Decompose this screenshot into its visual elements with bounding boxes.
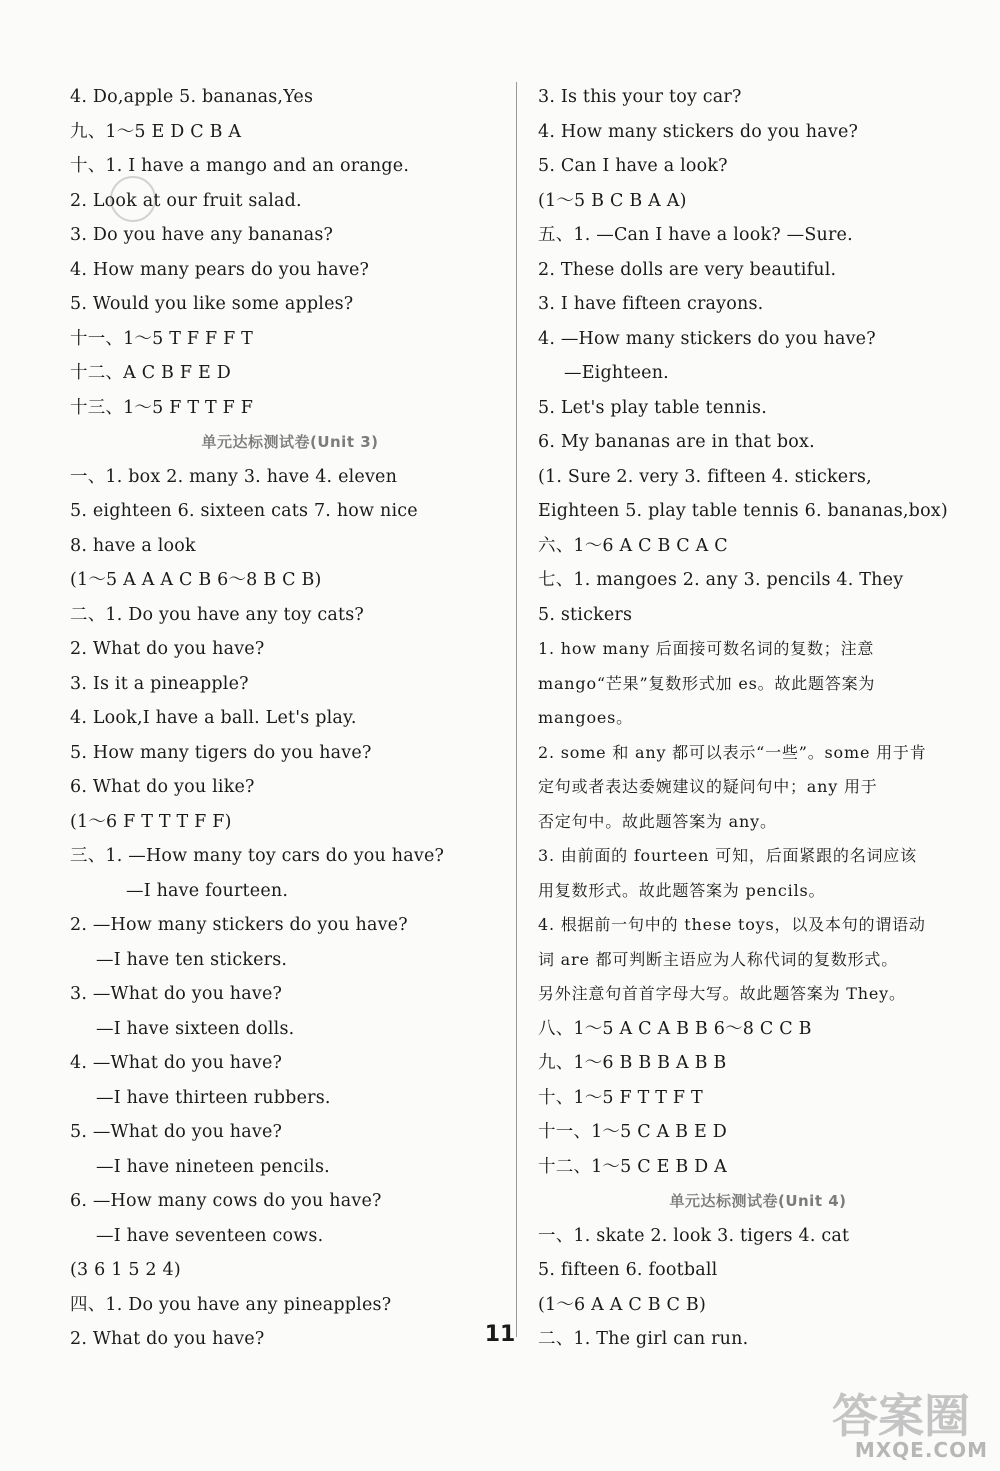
answer-line: 4. Look,I have a ball. Let's play. [70, 708, 357, 728]
answer-line: 3. —What do you have? [70, 984, 283, 1004]
answer-line: 6. My bananas are in that box. [538, 432, 815, 452]
answer-line: 二、1. Do you have any toy cats? [70, 604, 364, 625]
answer-line: 2. What do you have? [70, 639, 265, 659]
answer-line: —Eighteen. [564, 363, 669, 383]
answer-line: 六、1～6 A C B C A C [538, 535, 728, 556]
section-heading: 单元达标测试卷(Unit 3) [201, 433, 379, 451]
answer-line: 5. How many tigers do you have? [70, 742, 372, 763]
answer-line: 4. 根据前一句中的 these toys，以及本句的谓语动 [538, 915, 926, 934]
answer-line: —I have fourteen. [126, 880, 289, 901]
answer-line: 4. Do,apple 5. bananas,Yes [70, 87, 314, 107]
answer-line: 定句或者表达委婉建议的疑问句中；any 用于 [538, 777, 878, 796]
answer-line: 九、1～5 E D C B A [70, 121, 242, 142]
answer-line: 八、1～5 A C A B B 6～8 C C B [538, 1018, 812, 1039]
answer-line: 5. stickers [538, 604, 633, 625]
answer-line: 3. Is it a pineapple? [70, 673, 249, 694]
right-column [538, 80, 978, 1357]
watermark-text: MXQE.COM [854, 1438, 988, 1462]
answer-line: —I have ten stickers. [96, 949, 288, 970]
answer-line: mango“芒果”复数形式加 es。故此题答案为 [538, 673, 876, 693]
answer-line: —I have sixteen dolls. [96, 1018, 295, 1039]
answer-line: 词 are 都可判断主语应为人称代词的复数形式。 [538, 949, 899, 969]
answer-line: mangoes。 [538, 708, 633, 727]
answer-line: 4. —How many stickers do you have? [538, 328, 876, 349]
answer-line: 四、1. Do you have any pineapples? [70, 1294, 392, 1315]
answer-line: 2. —How many stickers do you have? [70, 915, 408, 935]
answer-line: 4. How many pears do you have? [70, 259, 370, 280]
answer-line: 3. 由前面的 fourteen 可知，后面紧跟的名词应该 [538, 846, 917, 865]
answer-line: 5. —What do you have? [70, 1122, 283, 1142]
answer-line: 2. What do you have? [70, 1329, 265, 1349]
answer-line: —I have thirteen rubbers. [96, 1087, 331, 1108]
answer-line: 8. have a look [70, 535, 196, 556]
answer-line: 十一、1～5 T F F F T [70, 328, 254, 349]
left-column [70, 80, 510, 1357]
answer-line: 三、1. —How many toy cars do you have? [70, 846, 445, 866]
answer-line: 十、1～5 F T T F T [538, 1087, 703, 1108]
answer-line: 5. Can I have a look? [538, 156, 728, 176]
answer-line: 2. These dolls are very beautiful. [538, 259, 837, 280]
answer-line: (1～5 A A A C B 6～8 B C B) [70, 570, 322, 590]
answer-line: 5. Let's play table tennis. [538, 397, 767, 418]
answer-line: 5. Would you like some apples? [70, 294, 354, 314]
answer-line: 6. —How many cows do you have? [70, 1191, 382, 1211]
answer-line: 用复数形式。故此题答案为 pencils。 [538, 880, 826, 900]
answer-line: 否定句中。故此题答案为 any。 [538, 811, 777, 831]
answer-line: —I have nineteen pencils. [96, 1156, 330, 1177]
answer-line: —I have seventeen cows. [96, 1225, 324, 1246]
answer-line: 十三、1～5 F T T F F [70, 397, 254, 418]
answer-line: (3 6 1 5 2 4) [70, 1260, 181, 1280]
answer-line: (1～6 A A C B C B) [538, 1294, 706, 1315]
column-divider [516, 82, 517, 1337]
section-heading: 单元达标测试卷(Unit 4) [669, 1192, 847, 1210]
watermark-logo: 答案圈 [832, 1389, 970, 1443]
answer-line: 五、1. —Can I have a look? —Sure. [538, 225, 853, 245]
answer-line: 6. What do you like? [70, 777, 255, 797]
answer-line: 九、1～6 B B B A B B [538, 1053, 727, 1073]
answer-line: 另外注意句首首字母大写。故此题答案为 They。 [538, 984, 906, 1003]
answer-line: 2. some 和 any 都可以表示“一些”。some 用于肯 [538, 742, 927, 762]
watermark [788, 1380, 988, 1465]
answer-line: (1～5 B C B A A) [538, 190, 687, 211]
answer-line: 3. Is this your toy car? [538, 87, 742, 107]
answer-line: 十二、1～5 C E B D A [538, 1156, 727, 1177]
answer-line: 5. eighteen 6. sixteen cats 7. how nice [70, 501, 418, 521]
answer-line: (1～6 F T T T F F) [70, 811, 232, 832]
answer-line: 5. fifteen 6. football [538, 1260, 718, 1280]
answer-line: Eighteen 5. play table tennis 6. bananas,box) [538, 501, 948, 521]
answer-line: 十一、1～5 C A B E D [538, 1122, 727, 1142]
answer-line: 一、1. box 2. many 3. have 4. eleven [70, 466, 398, 487]
answer-line: 4. How many stickers do you have? [538, 121, 859, 142]
answer-line: 2. Look at our fruit salad. [70, 190, 302, 211]
answer-line: 二、1. The girl can run. [538, 1329, 749, 1349]
answer-line: 十二、A C B F E D [70, 363, 231, 383]
page-number: 11 [484, 1322, 516, 1347]
answer-line: (1. Sure 2. very 3. fifteen 4. stickers, [538, 466, 872, 487]
answer-line: 十、1. I have a mango and an orange. [70, 156, 410, 176]
answer-line: 3. I have fifteen crayons. [538, 294, 764, 314]
answer-line: 3. Do you have any bananas? [70, 225, 334, 245]
answer-line: 1. how many 后面接可数名词的复数；注意 [538, 639, 875, 658]
answer-line: 一、1. skate 2. look 3. tigers 4. cat [538, 1225, 850, 1246]
answer-line: 七、1. mangoes 2. any 3. pencils 4. They [538, 570, 904, 590]
answer-line: 4. —What do you have? [70, 1053, 283, 1073]
